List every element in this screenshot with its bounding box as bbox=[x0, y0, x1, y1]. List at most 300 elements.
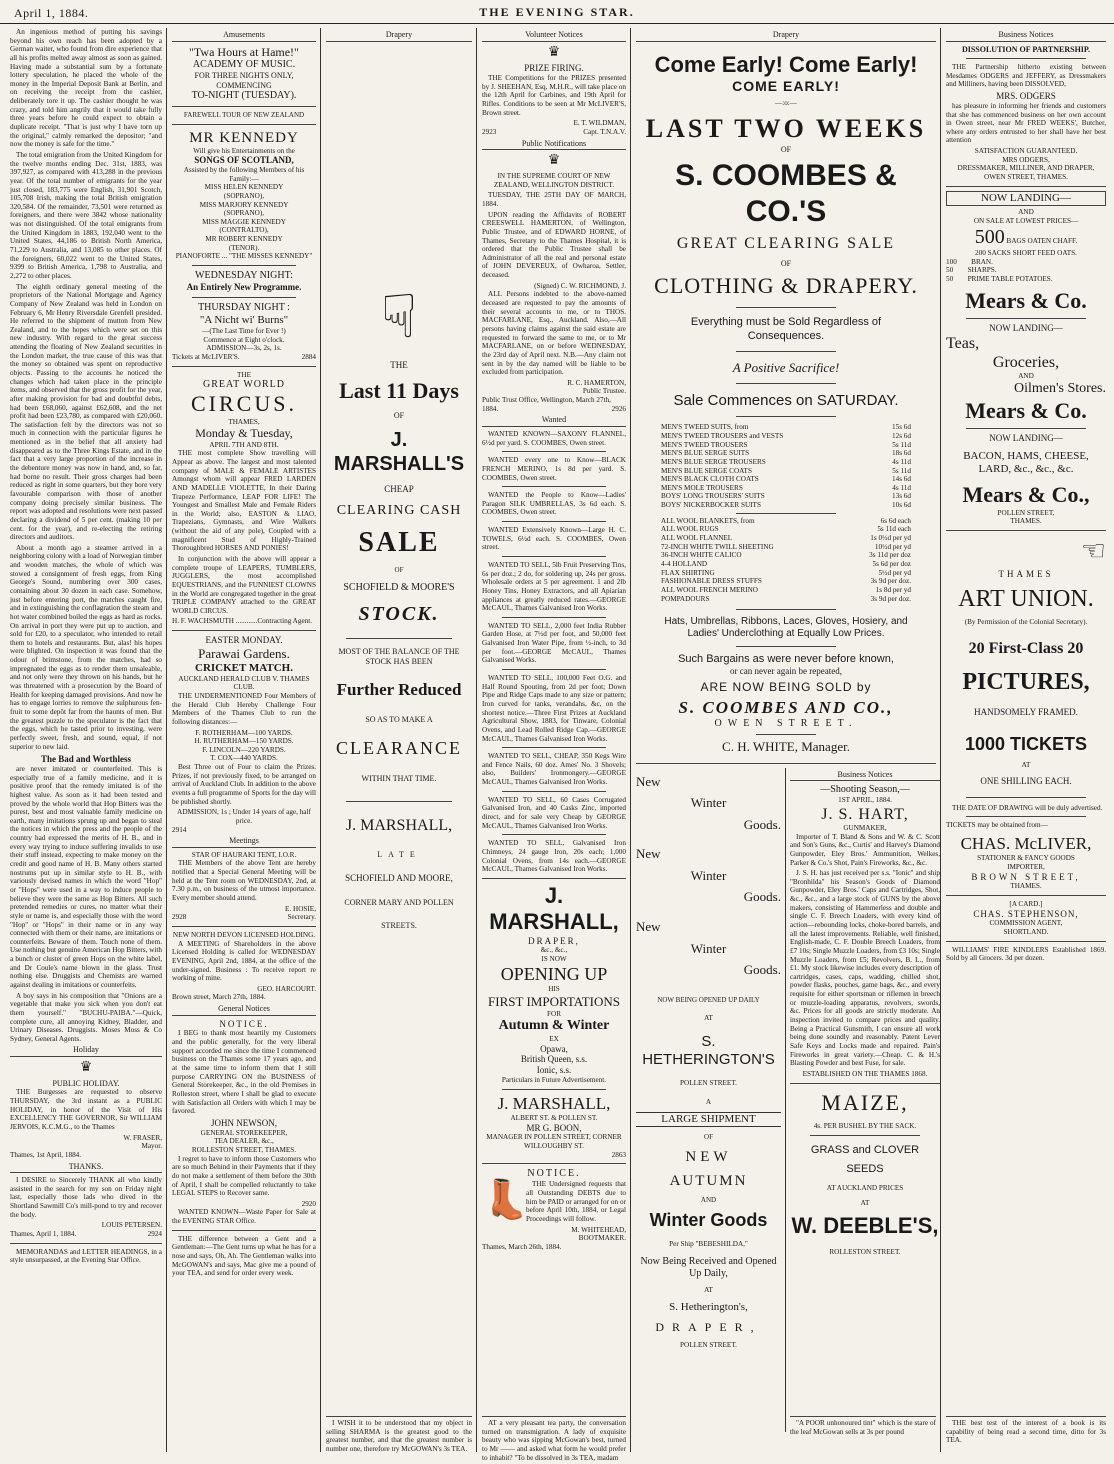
court-sign: (Signed) C. W. RICHMOND, J. bbox=[534, 281, 626, 290]
williams-kindlers: WILLIAMS' FIRE KINDLERS Established 1869. Sold by all Grocers. 3d per dozen. bbox=[946, 945, 1106, 963]
section-drapery: Drapery bbox=[326, 30, 472, 42]
per-bushel: 4s. PER BUSHEL BY THE SACK. bbox=[813, 1121, 917, 1130]
j-marshall-2: J. MARSHALL, bbox=[497, 1093, 611, 1113]
section-amusements: Amusements bbox=[172, 30, 316, 42]
price-row: FASHIONABLE DRESS STUFFS 3s 9d per doz. bbox=[661, 577, 911, 586]
manager: MANAGER IN POLLEN STREET, CORNER WILLOUGHBY ST. bbox=[486, 1133, 622, 1151]
article-waiter: An ingenious method of putting his savings beyond his own reach has been adopted by a German waiter, who found from dire experience that all his profits melted away almost as soon as gained. Having made a substantial sum by a fortunate lottery speculation, he placed the whole of the money in the Imperial Deposit Bank at Berlin, and on receiving the receipt from the cashier, deliberately tore it up. The cashier thought he was crazy, and told him angrily that it would take fully three years before he could expect to obtain a duplicate receipt. "That is just why I have torn up the original," calmly remarked the depositor; "and now the money is safe for the time." bbox=[10, 28, 162, 149]
groceries: Groceries, bbox=[992, 354, 1060, 372]
mcgowan-tea-1: I WISH it to be understood that my object in selling SHARMA is the greatest good to the greatest number, and that the greatest number is number one, therefore try McGOWAN's 3s TEA. bbox=[326, 1419, 472, 1453]
mears-2: Mears & Co. bbox=[965, 397, 1087, 423]
for: FOR bbox=[547, 1009, 561, 1018]
price-row: MEN'S MOLE TROUSERS 4s 11d bbox=[661, 483, 911, 492]
thames-art: THAMES bbox=[998, 568, 1054, 579]
gunmaker: GUNMAKER, bbox=[843, 823, 887, 832]
holiday-text: THE Burgesses are requested to observe THURSDAY, the 3rd instant as a PUBLIC HOLIDAY, in honor of the Visit of His EXCELLENCY THE GOVERNOR, Sir WILLIAM JERVOIS, K.C.M.G., to the Thames bbox=[10, 1088, 162, 1132]
and-2: AND bbox=[1018, 372, 1034, 381]
card: [A CARD.] bbox=[1009, 899, 1043, 908]
crest-icon: ♛ bbox=[79, 1060, 93, 1076]
circus-dates: APRIL 7TH AND 8TH. bbox=[209, 440, 279, 449]
framed: HANDSOMELY FRAMED. bbox=[974, 706, 1078, 717]
nicht-wi-burns: "A Nicht wi' Burns" bbox=[199, 313, 289, 326]
ship-ionic: Ionic, s.s. bbox=[536, 1065, 572, 1076]
j-marshall: J. MARSHALL, bbox=[345, 817, 453, 835]
seeds: SEEDS bbox=[846, 1162, 884, 1175]
maize: MAIZE, bbox=[821, 1089, 909, 1115]
winter-goods: Winter Goods bbox=[649, 1210, 768, 1231]
price-row: 4-4 HOLLAND 5s 6d per doz bbox=[661, 559, 911, 568]
songs-scotland: SONGS OF SCOTLAND, bbox=[194, 155, 294, 166]
such-bargains: Such Bargains as were never before known, bbox=[678, 653, 894, 666]
never-again: or can never again be repeated, bbox=[730, 666, 842, 677]
auckland-prices: AT AUCKLAND PRICES bbox=[826, 1183, 904, 1192]
runner-4: T. COX—440 YARDS. bbox=[210, 754, 278, 763]
court-text-2: ALL Persons indebted to the above-named deceased are requested to pay the amounts of their several accounts to me, or to THOS. MACFARLANE, Esq., Auckland. Also,—All persons having claims against the said estate are requested to forward the same to me, or to Mr MACFARLANE, on or before WEDNESDAY, the 23rd day of April next. N.B.—Any claim not sent in by the day named will be liable to be excluded from participation. bbox=[482, 290, 626, 377]
cricket-match: CRICKET MATCH. bbox=[195, 661, 293, 674]
mrs-odgers: MRS. ODGERS bbox=[996, 91, 1056, 102]
circus-title: CIRCUS. bbox=[191, 391, 297, 417]
per-ship: Per Ship "BEBESHILDA," bbox=[669, 1239, 748, 1248]
price-row: POMPADOURS 3s 9d per doz. bbox=[661, 594, 911, 603]
circus-thames: THAMES, bbox=[228, 417, 260, 426]
date-drawing: THE DATE OF DRAWING will be duly advertised. bbox=[952, 803, 1103, 812]
marshall-the: THE bbox=[390, 359, 408, 370]
prize-role-line: 2923 Capt. T.N.A.V. bbox=[482, 128, 626, 137]
goods-2: Goods. bbox=[743, 889, 781, 905]
opened-daily: NOW BEING OPENED UP DAILY bbox=[657, 995, 760, 1004]
section-volunteer: Volunteer Notices bbox=[482, 30, 626, 42]
thames: THAMES. bbox=[1010, 517, 1042, 526]
grass-clover: GRASS and CLOVER bbox=[810, 1143, 920, 1156]
draper: DRAPER, bbox=[528, 935, 580, 946]
at-2: AT bbox=[704, 1286, 713, 1295]
shilling-each: ONE SHILLING EACH. bbox=[980, 775, 1072, 786]
three-nights: FOR THREE NIGHTS ONLY, COMMENCING bbox=[194, 70, 294, 90]
most-balance: MOST OF THE BALANCE OF THE STOCK HAS BEEN bbox=[338, 646, 460, 666]
potatoes-line: 50 PRIME TABLE POTATOES. bbox=[946, 275, 1053, 284]
newson-name: JOHN NEWSON, bbox=[211, 1117, 277, 1128]
newson-address: ROLLESTON STREET, THAMES. bbox=[191, 1145, 297, 1154]
pointing-hand-icon: ☟ bbox=[380, 283, 418, 350]
pointing-hand-icon: ☜ bbox=[1080, 535, 1106, 567]
price-row: MEN'S TWEED TROUSERS and VESTS 12s 6d bbox=[661, 431, 911, 440]
new-3: New bbox=[636, 919, 661, 935]
sharps-line: 50 SHARPS. bbox=[946, 266, 997, 275]
teas: Teas, bbox=[946, 334, 980, 352]
tonight: TO-NIGHT (TUESDAY). bbox=[191, 90, 297, 102]
oilmens-stores: Oilmen's Stores. bbox=[1014, 380, 1106, 396]
goods-1: Goods. bbox=[743, 816, 781, 832]
price-row: MEN'S BLUE SERGE COATS 5s 11d bbox=[661, 466, 911, 475]
bad-worthless-text: are never imitated or counterfeited. This is especially true of a family medicine, and it is positive proof that the remedy imitated is of the highest value. As soon as it had been tested and proved by the whole world that Hop Bitters was the purest, best and most valuable family medicine on earth, many imitations sprung up and began to steal the notices in which the press and the people of the country had expressed the merits of H. B., and in every way trying to induce suffering invalids to use their stuff instead, expecting to make money on the credit and good name of H. B. Many others started nostrums put up in similar style to H. B., with variously devised names in which the word "Hop" or "Hops" were used in a way to induce people to believe they were the same as Hop Bitters. All such pretended remedies or cures, no matter what their style or name is, and especially those with the word "Hop" or "Hops" in their name or in any way connected with them or their name, are imitations or counterfeits. Beware of them. Touch none of them. Use nothing but genuine American Hop Bitters, with a bunch or cluster of green Hops on the white label, and Dr Coule's name blown in the glass. Trust nothing else. Druggists and Chemists are warned against dealing in imitations or counterfeits. bbox=[10, 764, 162, 989]
kennedy-will: Will give his Entertainments on the bbox=[193, 146, 295, 155]
at-3: AT bbox=[860, 1198, 870, 1207]
last-time: —(The Last Time for Ever !) bbox=[202, 327, 286, 336]
member-3: MISS MAGGIE KENNEDY bbox=[202, 217, 286, 226]
prize-text: THE Competitions for the PRIZES presented by J. SHEEHAN, Esq, M.H.R., will take place on the 12th April for Carbines, and 19th April for Rifles. Conditions to be seen at Mr McLIVER'S, Brown street. bbox=[482, 74, 626, 117]
article-eggs: About a month ago a steamer arrived in a neighboring colony with a load of Norwegian timber and wooden matches, the whole of which was stowed a consignment of fresh eggs, from King George's Sound, numbering over 300 cases, containing about 30 dozen in each case. Somehow, just before entering port, the matches caught fire, and in extinguishing the conflagration the steam and hot water combined boiled the eggs as hard as rocks. On arrival in port they were put up to auction, and sold for £20, to a speculator, who intended to retail them to hotels and restaurants. But, alas! his hopes were blighted. On inspection it was found that the odour of brimstone, from the matches, had so impregnated the eggs as to render them unsaleable, and not only were they thrown on his hands, but he was threatened with a prosecution by the Board of Health for keeping damaged provisions. And now he has to engage lorries to remove the sulphurous fen-fruit to some depôt far from the haunts of men. But the greatest puzzle to the speculator is the fact that the eggs, which he tasted prior to investing, were perfectly sweet, fresh, and sound, equal, if not superior to new laid. bbox=[10, 543, 162, 751]
come-early-2: COME EARLY! bbox=[732, 77, 840, 94]
corner: CORNER MARY AND POLLEN bbox=[344, 897, 454, 907]
so-as: SO AS TO MAKE A bbox=[365, 714, 433, 724]
j-s-hart: J. S. HART, bbox=[821, 805, 909, 823]
and: AND bbox=[1018, 207, 1034, 216]
star-text: THE Members of the above Tent are hereby notified that a Special General Meeting will be held at the Tent room on WEDNESDAY, 2nd, at 7.30 p.m., on business of the utmost importance. Every member should attend. bbox=[172, 859, 316, 903]
at-ticket: AT bbox=[1021, 761, 1031, 770]
runner-2: H. RUTHERHAM—150 YARDS. bbox=[194, 737, 294, 746]
marshall-num: 2863 bbox=[611, 1150, 626, 1159]
newson-role-2: TEA DEALER, &c., bbox=[214, 1137, 274, 1146]
price-row: MEN'S BLACK CLOTH COATS 14s 6d bbox=[661, 475, 911, 484]
mr-boon: MR G. BOON, bbox=[526, 1122, 582, 1133]
section-holiday: Holiday bbox=[10, 1045, 162, 1057]
last-11-days: Last 11 Days bbox=[339, 378, 459, 404]
positive-sacrifice: A Positive Sacrifice! bbox=[732, 359, 840, 375]
wanted-1: WANTED KNOWN—SAXONY FLANNEL, 6½d per yard. S. COOMBES, Owen street. bbox=[482, 429, 626, 447]
holiday-sign: W. FRASER, bbox=[123, 1133, 162, 1142]
devon-title: NEW NORTH DEVON LICENSED HOLDING. bbox=[172, 930, 316, 939]
of-3: OF bbox=[704, 1133, 713, 1142]
tickets-obtained: TICKETS may be obtained from— bbox=[946, 821, 1048, 830]
satisfaction: SATISFACTION GUARANTEED. bbox=[974, 147, 1078, 156]
tickets-line: Tickets at McLIVER'S. 2884 bbox=[172, 352, 316, 361]
section-business-2: Business Notices bbox=[946, 30, 1106, 42]
circus-days: Monday & Tuesday, bbox=[195, 426, 293, 441]
wanted-7: WANTED TO SELL, 100,000 Feet O.G. and Half Round Spouting, from 2d per foot; Down Pipe and Ridge Caps made to any size or pattern; Iron curved for tanks, verandahs, &c, on the shortest notice.—Three First Prizes at Auckland Agricultural Show, 1883, for Tinware, Colonial Ovens, and Lead Rolled Ridge Cap.—GEORGE McCAUL, Thames Galvanised Iron Works. bbox=[482, 674, 626, 743]
shooting-date: 1ST APRIL, 1884. bbox=[838, 796, 892, 805]
draper-2: DRAPER, bbox=[655, 1320, 762, 1335]
and: AND bbox=[700, 1195, 717, 1204]
within-time: WITHIN THAT TIME. bbox=[361, 773, 437, 783]
column-notices bbox=[478, 28, 630, 1462]
easter-monday: EASTER MONDAY. bbox=[205, 635, 283, 646]
pianoforte: PIANOFORTE ... "THE MISSES KENNEDY" bbox=[175, 252, 313, 261]
new-programme: An Entirely New Programme. bbox=[186, 282, 302, 293]
owen-street: OWEN STREET. bbox=[714, 717, 858, 729]
at: AT bbox=[704, 1014, 713, 1023]
mrs-odgers-2: MRS ODGERS, bbox=[1002, 155, 1050, 164]
wanted-10: WANTED TO SELL, Galvanised Iron Chimneys, 24 gauge Iron, 20s each; 1,000 Colonial Ovens, from 14s each.—GEORGE McCAUL, Thames Galvanised Iron Works. bbox=[482, 839, 626, 874]
circus-the: THE bbox=[237, 370, 251, 379]
chaff-line: 500 BAGS OATEN CHAFF. bbox=[974, 226, 1078, 249]
mcgowan-tea-4: THE best test of the interest of a book is its capability of being read a second time, ditto for 3s TEA. bbox=[946, 1419, 1106, 1445]
admission: ADMISSION—3s, 2s, 1s. bbox=[206, 344, 282, 353]
come-early: Come Early! Come Early! bbox=[654, 51, 918, 77]
white-manager: C. H. WHITE, Manager. bbox=[722, 738, 850, 754]
price-row: ALL WOOL BLANKETS, from 6s 6d each bbox=[661, 516, 911, 525]
j-marshall-big: J. MARSHALL, bbox=[489, 882, 619, 935]
column-marshall bbox=[322, 28, 476, 1452]
cricket-admission: ADMISSION, 1s ; Under 14 years of age, half price. bbox=[177, 808, 311, 825]
price-row: ALL WOOL FLANNEL 1s 0½d per yd bbox=[661, 534, 911, 543]
court-text: UPON reading the Affidavits of ROBERT CREESWELL HAMERTON, of Wellington, Public Trustee, and of EDWARD HORNE, of Thames, Secretary to the Thames Hospital, it is ordered that the Public Trustee shall be Administrator of all the real and personal estate of JOHN DEVEREUX, of Owharoa, Settler, deceased. bbox=[482, 210, 626, 280]
pollen-street: POLLEN STREET. bbox=[680, 1078, 737, 1087]
stock-title: STOCK. bbox=[358, 602, 440, 625]
new-1: New bbox=[636, 773, 661, 789]
cricket-num: 2914 bbox=[172, 825, 187, 834]
thursday-night: THURSDAY NIGHT : bbox=[198, 301, 290, 313]
mears-1: Mears & Co. bbox=[965, 287, 1087, 313]
first-importations: FIRST IMPORTATIONS bbox=[488, 993, 620, 1009]
section-meetings: Meetings bbox=[172, 836, 316, 848]
pollen-street-2: POLLEN STREET. bbox=[680, 1340, 737, 1349]
hart-text-2: J. S. H. has just received per s.s. "Ionic" and ship "Bronhilda" his Season's Goods of Diamond Gunpowder, Eley Bros.' Caps and Cartridges, Shot, &c., &c., and a large stock of GUNS by the above makers, consisting of Hammerless and double and single C. F. Breech Loaders, with every kind of action—rebounding locks, choke-bored barrels, and all the latest improvements. Reliable, well finished, English-made, C. F. Double Breech Loaders, from £7 10s; Single Muzzle Loaders, from £3 10s; Single Muzzle Loaders, from £5; Revolvers, B. L., from £1. My stock likewise includes every description of cartridges, cases, caps, wadding, chilled shot, powder flasks, pouches, game bags, &c., and every requisite for either sportsman or riflemen in breech or muzzle-loading apparatus, revolvers, swords, &c. Prices for all goods are strictly moderate. An inspection invited to compare prices and quality. Being a Practical Gunsmith, I can ensure all work being done soundly and reasonably. Patent Lever Safe Keys and Locks made and repaired. Pain's Fireworks in great variety.—Cheap. C. & H.'s Blasting Powder and best Fuse, for sale. bbox=[790, 869, 940, 1068]
marshall-address: ALBERT ST. & POLLEN ST. bbox=[510, 1114, 598, 1123]
farewell: FAREWELL TOUR OF NEW ZEALAND bbox=[183, 111, 305, 120]
bad-worthless-title: The Bad and Worthless bbox=[40, 754, 132, 765]
thanks-date: Thames, April 1, 1884. 2924 bbox=[10, 1230, 162, 1239]
court-role-2: Public Trustee. bbox=[582, 387, 626, 396]
runner-3: F. LINCOLN—220 YARDS. bbox=[202, 745, 286, 754]
column-amusements bbox=[168, 28, 320, 1452]
column-rule bbox=[166, 28, 167, 1452]
now-landing-3: NOW LANDING— bbox=[989, 433, 1063, 444]
herald-club: AUCKLAND HERALD CLUB V. THAMES CLUB. bbox=[178, 674, 310, 692]
thanks-sign: LOUIS PETERSEN. bbox=[101, 1221, 162, 1230]
importer: IMPORTER, bbox=[1007, 862, 1045, 871]
memo-text: MEMORANDAS and LETTER HEADINGS, in a style unsurpassed, at the Evening Star Office. bbox=[10, 1247, 162, 1265]
thanks-text: I DESIRE to Sincerely THANK all who kindly assisted in the search for my son on Friday night last, especially those lads who dived in the Shortland Sawmill Co's mill-pond to try and recover the body. bbox=[10, 1176, 162, 1219]
twenty-pictures: 20 First-Class 20 bbox=[968, 639, 1084, 657]
crest-icon: ♛ bbox=[547, 153, 561, 169]
section-business: Business Notices bbox=[790, 770, 940, 782]
article-emigration: The total emigration from the United Kingdom for the twelve months ending Dec. 31st, 1883, was 397,927, as compared with 413,288 in the previous year. Of the total number of emigrants for the year just closed, 183,775 were English, 31,901 Scotch, 105,708 Irish, making the total British emigration 320,584. Of the remainder, 73,501 were returned as foreigners, and there were 3842 whose nationality was not distinguished. Of the total emigrants from the United Kingdom in 1883, 192,040 went to the United States, 44,186 to British North America, 71,229 to Australia, and 13,085 to other places. Of the foreigners, 60,022 went to the United States, 9399 to British America, 1,798 to Australia, and 2,272 to other places. bbox=[10, 150, 162, 280]
devon-sign: GEO. HARCOURT. bbox=[257, 984, 316, 993]
newson-role: GENERAL STOREKEEPER, bbox=[200, 1128, 288, 1137]
clearing-cash: CLEARING CASH bbox=[336, 503, 462, 519]
hart-text: Importer of T. Bland & Sons and W. & C. Scott and Son's Guns, &c., Curtis' and Harvey's Diamond Gunpowder, Eley Bros.' Ammunition, Welkes, Parker & Co.'s Shot, Pain's Fireworks, &c., &c. bbox=[790, 832, 940, 867]
new-2: New bbox=[636, 846, 661, 862]
commence: Commence at Eight o'clock. bbox=[203, 335, 285, 344]
new: NEW bbox=[685, 1148, 732, 1165]
shooting-season: —Shooting Season,— bbox=[820, 784, 910, 796]
rolleston-street: ROLLESTON STREET. bbox=[829, 1247, 901, 1256]
section-wanted: Wanted bbox=[482, 415, 626, 427]
hetherington: S. HETHERINGTON'S bbox=[642, 1032, 775, 1068]
bran-line: 100 BRAN. bbox=[946, 257, 993, 266]
great-world: GREAT WORLD bbox=[202, 379, 286, 391]
member-2: MISS MARJORY KENNEDY bbox=[199, 200, 289, 209]
issue-date: April 1, 1884. bbox=[14, 6, 89, 20]
chas-mcliver: CHAS. McLIVER, bbox=[960, 833, 1092, 853]
holiday-title: PUBLIC HOLIDAY. bbox=[52, 1078, 120, 1088]
regret-num: 2920 bbox=[301, 1199, 316, 1208]
wanted-8: WANTED TO SELL, CHEAP, 350 Kegs Wire and Fence Nails, 60 doz. Ames' No. 3 Shovels; also, Builders' Ironmongery.—GEORGE McCAUL, Thames Galvanised Iron Works. bbox=[482, 752, 626, 787]
great-clearing-sale: GREAT CLEARING SALE bbox=[676, 235, 896, 253]
hats-umbrellas: Hats, Umbrellas, Ribbons, Laces, Gloves, Hosiery, and Ladies' Underclothing at Equally Low Prices. bbox=[664, 616, 908, 640]
price-row: BOYS' LONG TROUSERS' SUITS 13s 6d bbox=[661, 492, 911, 501]
academy: ACADEMY OF MUSIC. bbox=[192, 58, 296, 70]
member-1: MISS HELEN KENNEDY bbox=[204, 183, 284, 192]
price-row: MEN'S TWEED TROUSERS 5s 11d bbox=[661, 440, 911, 449]
wanted-5: WANTED TO SELL, 5lb Fruit Preserving Tins, 6s per doz.; 2 do, for soldering up, 24s per gross. Wholesale orders at 5 per agreement. 1 and 2lb Honey Tins, Honey Extractors, and all Apiarian appliances at greatly reduced rates.—GEORGE McCAUL, Thames Galvanised Iron Works. bbox=[482, 561, 626, 613]
holiday-date: Thames, 1st April, 1884. bbox=[10, 1150, 82, 1159]
autumn-winter: Autumn & Winter bbox=[498, 1018, 610, 1034]
autumn: AUTUMN bbox=[669, 1172, 748, 1189]
further-reduced: Further Reduced bbox=[336, 680, 462, 700]
whitehead-text: THE Undersigned requests that all Outstanding DEBTS due to him be PAID or arranged for on or before April 10th, 1884, or Legal Proceedings will follow. bbox=[526, 1180, 626, 1223]
whitehead-sign: M. WHITEHEAD, bbox=[571, 1225, 626, 1234]
last-two-weeks: LAST TWO WEEKS bbox=[645, 114, 927, 144]
thames-3: THAMES. bbox=[1010, 882, 1042, 891]
shortland: SHORTLAND. bbox=[1003, 928, 1049, 937]
article-mortgage: The eighth ordinary general meeting of the proprietors of the National Mortgage and Agency Company of New Zealand was held in London on February 6, Mr Henry Riversdale Grenfell presided. He referred to the shipment of mutton from New Zealand, and to the hopes which were set on this new industry. With regard to the great success attending the floating of New Zealand securities in the London market, the true cause of this was that the money so obtained was spent on reproductive objects. Passing to the accounts he noticed the changes which had taken place in the principle items, and observed that the gross profit for the year, after making provision for bad and doubtful debts, had been £68,060, against £62,608, and the net profit had been £23,780, as compared with £20,060. The satisfaction felt by the directors was not so much in connection with the particular figures he mentioned as in the belief that all anxiety had disappeared as to the Three Kings Estate, and in the fact that a very large proportion of the increase in the debenture money was now in hand, and, so far, had borne no result. Their gross charges had been reduced as right in some quarters, but they bore very favourable comparison with those of another company doing precisely similar business. The report was adopted and resolutions were next passed declaring a dividend of 5 per cent. (making 10 per cent. for the year), and re-electing the retiring directors and auditors. bbox=[10, 282, 162, 542]
gent-text: THE difference between a Gent and a Gentleman:—The Gent turns up what he has for a nose and says, Oh, Ah. The Gentleman walks into McGOWAN's and says, Mac give me a pound of your TEA, and send for order every week. bbox=[172, 1234, 316, 1278]
ship-british-queen: British Queen, s.s. bbox=[520, 1054, 588, 1065]
column-business bbox=[942, 28, 1110, 1452]
dissolution-text: THE Partnership hitherto existing between Mesdames ODGERS and JEFFERY, as Dressmakers and Milliners, having been DISSOLVED, bbox=[946, 63, 1106, 89]
circus-sign: H. F. WACHSMUTH ............Contracting Agent. bbox=[172, 617, 313, 626]
marshall-of-2: OF bbox=[394, 565, 404, 574]
oats-line: 200 SACKS SHORT FEED OATS. bbox=[975, 249, 1077, 258]
star-title: STAR OF HAURAKI TENT, I.O.R. bbox=[191, 850, 297, 859]
column-rule bbox=[320, 28, 321, 1452]
section-general: General Notices bbox=[172, 1004, 316, 1016]
ex: EX bbox=[549, 1034, 559, 1043]
member-4: MR ROBERT KENNEDY bbox=[205, 235, 283, 244]
column-drapery-wide bbox=[632, 28, 940, 1452]
price-list-1 bbox=[661, 423, 911, 509]
member-3-role: (CONTRALTO), bbox=[219, 226, 269, 235]
newson-text: I BEG to thank most heartily my Customers and the public generally, for the very liberal support accorded me since the time I commenced business on the Thames some 17 years ago, and at the same time to inform them that I still purpose CARRYING ON the BUSINESS of General Storekeeper, &c., in the old Premises in Rolleston street, where I shall be glad to execute with Satisfaction all Orders with which I may be favored. bbox=[172, 1029, 316, 1116]
section-public: Public Notifications bbox=[482, 139, 626, 151]
wanted-9: WANTED TO SELL, 60 Cases Corrugated Galvanised Iron, and 40 Casks Zinc, imported direct, and for sale very Cheap by GEORGE McCAUL, Thames Galvanised Iron Works. bbox=[482, 795, 626, 830]
stationer: STATIONER & FANCY GOODS bbox=[977, 854, 1075, 863]
opening-up: OPENING UP bbox=[500, 963, 608, 984]
price-row: ALL WOOL FRENCH MERINO 1s 8d per yd bbox=[661, 585, 911, 594]
winter-2: Winter bbox=[690, 867, 727, 883]
goods-3: Goods. bbox=[743, 962, 781, 978]
prize-sign: E. T. WILDMAN, bbox=[573, 119, 626, 128]
runner-1: F. ROTHERHAM—100 YARDS. bbox=[195, 728, 293, 737]
sale-title: SALE bbox=[358, 526, 440, 558]
section-thanks: THANKS. bbox=[10, 1162, 162, 1174]
clothing-drapery: CLOTHING & DRAPERY. bbox=[654, 272, 918, 298]
brown-street: BROWN STREET, bbox=[971, 871, 1081, 882]
prize-firing: PRIZE FIRING. bbox=[524, 63, 584, 74]
price-row: FLAX SHIRTING 5½d per yd bbox=[661, 568, 911, 577]
devon-text: A MEETING of Shareholders in the above Licensed Holding is called for WEDNESDAY EVENING, April 2nd, 1884, at the office of the under-signed. Business : To receive report re working of mine. bbox=[172, 939, 316, 983]
column-news bbox=[6, 28, 166, 1452]
his: HIS bbox=[548, 985, 560, 994]
on-sale: ON SALE AT LOWEST PRICES— bbox=[973, 216, 1079, 225]
permission: (By Permission of the Colonial Secretary). bbox=[964, 618, 1088, 627]
price-row: MEN'S BLUE SERGE SUITS 18s 6d bbox=[661, 449, 911, 458]
dissolution: DISSOLUTION OF PARTNERSHIP. bbox=[961, 44, 1091, 54]
masthead bbox=[0, 0, 1114, 24]
court-title: IN THE SUPREME COURT OF NEW ZEALAND, WELLINGTON DISTRICT. bbox=[493, 172, 615, 189]
whitehead-loc: Thames, March 26th, 1884. bbox=[482, 1242, 562, 1251]
twa-hours: "Twa Hours at Hame!" bbox=[189, 44, 299, 59]
tickets-1000: 1000 TICKETS bbox=[964, 733, 1088, 754]
hart-established: ESTABLISHED ON THE THAMES 1868. bbox=[802, 1069, 928, 1078]
price-row: 72-INCH WHITE TWILL SHEETING 10½d per yd bbox=[661, 542, 911, 551]
particulars: Particulars in Future Advertisement. bbox=[501, 1076, 607, 1085]
w-deeble: W. DEEBLE'S, bbox=[791, 1213, 939, 1239]
member-1-role: (SOPRANO), bbox=[223, 191, 265, 200]
star-role-line: 2928 Secretary. bbox=[172, 913, 316, 922]
dissolution-text-2: has pleasure in informing her friends and customers that she has commenced business on her own account in Owen street, near Mr FRED WEEKS', Butcher, where any orders entrusted to her shall have her best attention bbox=[946, 101, 1106, 145]
is-now: IS NOW bbox=[541, 955, 567, 964]
coombes-and-co: S. COOMBES AND CO., bbox=[678, 697, 894, 717]
schofield-moore-2: SCHOFIELD AND MOORE, bbox=[345, 873, 453, 884]
circus-text-2: In conjunction with the above will appear a complete troupe of LEAPERS, TUMBLERS, JUGGLERS, the most accomplished EQUESTRIANS, and the FUNNIEST CLOWNS in the World are congregated together in the great TRIPLE COMPANY attached to the GREAT WORLD CIRCUS. bbox=[172, 554, 316, 615]
price-row: 36-INCH WHITE CALICO 3s 11d per doz bbox=[661, 551, 911, 560]
divider: —:o:— bbox=[775, 98, 797, 107]
wanted-4: WANTED Extensively Known—Large H. C. TOWELS, 6½d each. S. COOMBES, Owen street. bbox=[482, 526, 626, 552]
pictures: PICTURES, bbox=[962, 668, 1090, 695]
clearance-title: CLEARANCE bbox=[336, 738, 462, 759]
sale-commences: Sale Commences on SATURDAY. bbox=[673, 392, 899, 410]
winter-3: Winter bbox=[690, 940, 727, 956]
holiday-role: Mayor. bbox=[141, 1142, 162, 1151]
kennedy-name: MR KENNEDY bbox=[189, 129, 299, 146]
of: OF bbox=[780, 144, 792, 154]
price-row: ALL WOOL RUGS 5s 11d each bbox=[661, 525, 911, 534]
price-row: MEN'S TWEED SUITS, from 15s 6d bbox=[661, 423, 911, 432]
mcgowan-tea-2: AT a very pleasant tea party, the conversation turned on transmigration. A lady of exquisite beauty who was sipping McGowan's best, turned to Mr —— and asked what form he would prefer to inhabit? "To be dissolved in 3s TEA, madam bbox=[482, 1419, 626, 1462]
marshalls-title: J. MARSHALL'S bbox=[333, 429, 465, 476]
a: A bbox=[705, 1097, 712, 1106]
now-landing-2: NOW LANDING— bbox=[989, 323, 1063, 334]
chas-stephenson: CHAS. STEPHENSON, bbox=[973, 908, 1079, 919]
now-landing: NOW LANDING— bbox=[946, 191, 1106, 206]
column-rule bbox=[630, 28, 631, 1452]
assisted: Assisted by the following Members of his Family:— bbox=[183, 166, 305, 183]
marshall-cheap: CHEAP bbox=[384, 484, 414, 495]
boot-icon: 👢 bbox=[482, 1179, 530, 1222]
regret-text: I regret to have to inform those Customers who are so much Behind in their Payments that if they do not make a settlement of them before the 30th of April, I shall be compelled reluctantly to take LEGAL STEPS to Recover same. bbox=[172, 1154, 316, 1198]
etc: &c., &c., bbox=[540, 946, 568, 955]
ship-opawa: Opawa, bbox=[540, 1043, 568, 1054]
hetherington-2: S. Hetherington's, bbox=[669, 1301, 748, 1314]
court-date: TUESDAY, THE 25TH DAY OF MARCH, 1884. bbox=[482, 191, 626, 208]
large-shipment: LARGE SHIPMENT bbox=[636, 1112, 781, 1127]
late: LATE bbox=[377, 849, 421, 859]
crest-icon: ♛ bbox=[547, 44, 561, 60]
article-boy: A boy says in his composition that "Onions are a vegetable that make you sick when you don't eat them yourself." "BUCHU-PAIBA."—Quick, complete cure, all annoying Kidney, Bladder, and Urinary Diseases. Druggists. Moses Moss & Co Sydney, General Agents. bbox=[10, 991, 162, 1043]
price-row: BOYS' NICKERBOCKER SUITS 10s 6d bbox=[661, 501, 911, 510]
streets: STREETS. bbox=[381, 921, 417, 931]
waste-paper: WANTED KNOWN—Waste Paper for Sale at the EVENING STAR Office. bbox=[172, 1208, 316, 1226]
commission-agent: COMMISSION AGENT, bbox=[989, 919, 1063, 928]
art-union: ART UNION. bbox=[958, 586, 1094, 613]
member-4-role: (TENOR). bbox=[228, 243, 260, 252]
member-2-role: (SOPRANO), bbox=[223, 209, 265, 218]
of-2: OF bbox=[780, 259, 792, 269]
court-loc-line: Public Trust Office, Wellington, March 27th, 1884. 2926 bbox=[482, 396, 626, 413]
everything-sold: Everything must be Sold Regardless of Consequences. bbox=[690, 316, 882, 342]
now-received: Now Being Received and Opened Up Daily, bbox=[640, 1256, 777, 1280]
wanted-2: WANTED every one to Know—BLACK FRENCH MERINO, 1s 8d per yard. S. COOMBES, Owen street. bbox=[482, 456, 626, 482]
notice-title: NOTICE. bbox=[219, 1018, 269, 1029]
schofield-moore: SCHOFIELD & MOORE'S bbox=[343, 581, 455, 593]
price-list-2 bbox=[661, 517, 911, 603]
section-drapery-2: Drapery bbox=[636, 30, 936, 42]
bacon-hams: BACON, HAMS, CHEESE, LARD, &c., &c., &c. bbox=[963, 449, 1089, 476]
notice-title-2: NOTICE. bbox=[527, 1168, 581, 1180]
wanted-3: WANTED the People to Know—Ladies' Paragon SILK UMBRELLAS, 3s 6d each. S. COOMBES, Owen street. bbox=[482, 491, 626, 517]
newspaper-title: THE EVENING STAR. bbox=[479, 5, 635, 19]
column-rule bbox=[940, 28, 941, 1452]
wanted-6: WANTED TO SELL, 2,000 feet India Rubber Garden Hose, at 7½d per foot, and 50,000 feet Galvanised Iron Water Pipe, from ½-inch, to 3d per foot.—GEORGE McCAUL, Thames Galvanised Works. bbox=[482, 621, 626, 665]
mcgowan-tea-3: "A POOR unhonoured tint" which is the stare of the leaf McGowan sells at 3s per pound bbox=[790, 1419, 936, 1436]
dressmaker: DRESSMAKER, MILLINER, AND DRAPER, OWEN STREET, THAMES. bbox=[957, 164, 1095, 182]
pollen-street: POLLEN STREET, bbox=[997, 508, 1055, 517]
column-rule bbox=[476, 28, 477, 1452]
circus-text: THE most complete Show travelling will Appear as above. The largest and most talented company of MALE & FEMALE ARTISTES Amongst whom will appear FRED LARDEN AND MADELLE VIOLETTE, In their Daring Trapeze Performance, LEAP FOR LIFE! The Youngest and Smallest Male and Female Riders in the World; also, EASTON & LIAO, Trapezians, Gymnasts, and Wire Walkers (without the aid of any pole), Coupled with a magnificent Stud of Highly-Trained Thoroughbred HORSES AND PONIES! bbox=[172, 449, 316, 553]
are-now-sold: ARE NOW BEING SOLD by bbox=[700, 680, 872, 695]
